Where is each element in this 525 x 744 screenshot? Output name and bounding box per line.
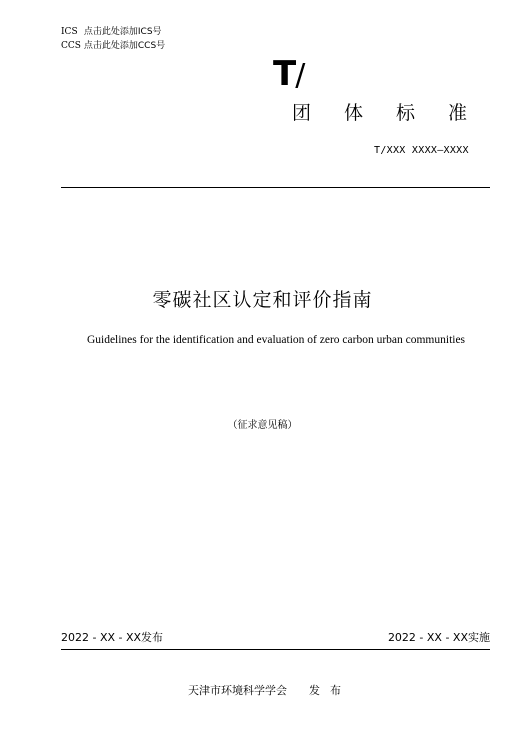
issuer-name: 天津市环境科学学会: [188, 684, 287, 697]
issuer-action: 发布: [309, 684, 351, 697]
draft-status: （征求意见稿）: [227, 420, 298, 431]
ics-label: ICS: [61, 27, 78, 37]
document-title-english: Guidelines for the identification and evaluation of zero carbon urban communities: [86, 334, 466, 346]
bottom-divider: [61, 649, 490, 650]
ccs-row: [61, 41, 165, 52]
logo-slash: /: [295, 58, 305, 93]
standard-logo: [273, 56, 304, 94]
ics-placeholder[interactable]: 点击此处添加ICS号: [83, 27, 162, 37]
top-divider: [61, 187, 490, 188]
logo-letter: T: [273, 54, 296, 94]
ccs-label: CCS: [61, 41, 81, 51]
standard-type: 团体标准: [292, 102, 501, 124]
publish-date: 2022 - XX - XX发布: [61, 631, 164, 644]
implement-date: 2022 - XX - XX实施: [387, 631, 490, 644]
ccs-placeholder[interactable]: 点击此处添加CCS号: [83, 41, 166, 51]
issuer-line: [188, 684, 351, 697]
document-title-chinese: 零碳社区认定和评价指南: [152, 289, 373, 311]
ics-row: [61, 27, 162, 38]
standard-number: T/XXX XXXX—XXXX: [374, 145, 469, 156]
